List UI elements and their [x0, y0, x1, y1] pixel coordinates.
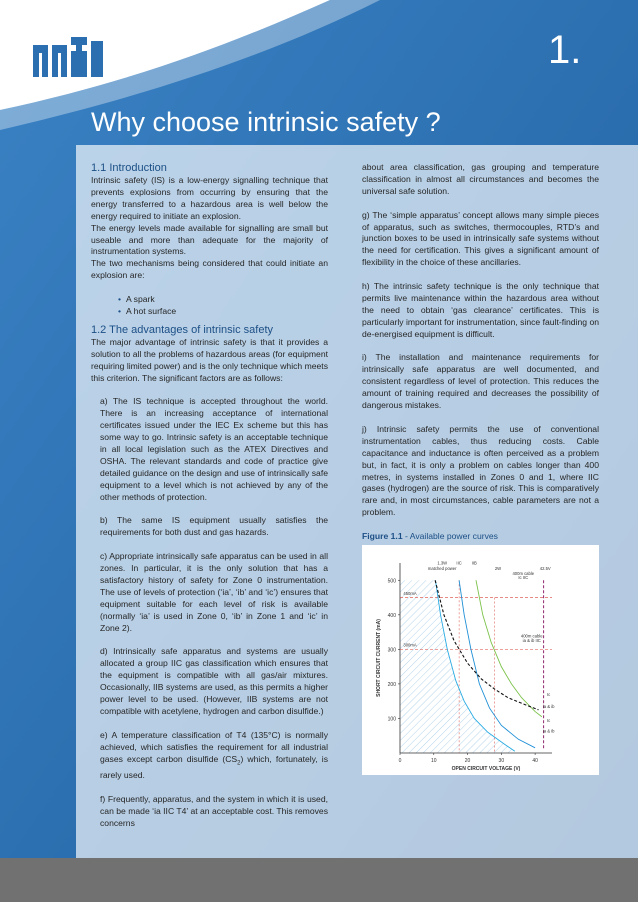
y-tick-label: 300 [387, 647, 396, 654]
chart-annotation: 42.5V [539, 565, 551, 571]
chart-svg [362, 545, 599, 775]
factor-e: e) A temperature classification of T4 (135°C) is normally achieved, which satisfies the requirement for all industrial gases except carbon disulfide $(CS_2)$ which, fortunately, is rarely used. [100, 729, 328, 781]
chart-annotation: IIC [456, 560, 462, 566]
y-tick-label: 500 [387, 578, 396, 585]
paragraph: Intrinsic safety (IS) is a low-energy signalling technique that prevents explosions from occurring by ensuring that the energy transferred to a hazardous area is well below the energy required to initiate an explosion. [91, 175, 328, 221]
x-axis-label: OPEN CIRCUIT VOLTAGE (V) [451, 766, 521, 772]
chart-annotation: Ic [546, 717, 551, 723]
chart-annotation: IIB [471, 560, 477, 566]
chart-annotation: 300mA [403, 642, 417, 648]
list-item: • A hot surface [118, 306, 328, 318]
y-tick-label: 200 [387, 681, 396, 688]
paragraph: The energy levels made available for signalling are small but useable and more than adequate for the majority of instrumentation systems. [91, 222, 328, 257]
chart-annotation: 400m cable [512, 571, 535, 577]
chart-annotation: Ic [546, 692, 551, 697]
x-tick-label: 10 [430, 758, 437, 764]
chapter-number: 1. [548, 28, 582, 72]
factor-d: d) Intrinsically safe apparatus and systems are usually allocated a group IIC gas classification which ensures that the equipment is compatible with all gas/air mixtures. Occasionally, IIB systems are used, as this permits a higher power level to be used. (However, IIB systems are not compatible with acetylene, hydrogen and carbon disulfide.) [100, 646, 328, 716]
chart-annotation: ia & ib [542, 704, 555, 710]
footer-bar [0, 858, 638, 902]
factor-c: c) Appropriate intrinsically safe apparatus can be used in all zones. In particular, it is the only solution that has a satisfactory history of safety for Zone 0 instrumentation. The use of levels of protection (‘ia’, ‘ib’ and ‘ic’) ensures that equipment suitable for each level of risk is available (normally ‘ia’ is used in Zone 0, ‘ib’ in Zone 1 and ‘ic’ in Zone 2). [100, 551, 328, 633]
left-column [91, 162, 328, 830]
figure-caption: Figure 1.1 - Available power curves [362, 531, 498, 542]
factor-i: i) The installation and maintenance requirements for intrinsically safe apparatus are well documented, and consistent regardless of level of protection. This reduces the amount of training required and decreases the possibility of dangerous mistakes. [362, 352, 599, 411]
x-tick-label: 20 [464, 758, 471, 764]
chart-annotation: matched power [427, 565, 457, 571]
x-tick-label: 40 [532, 758, 538, 764]
factor-j: j) Intrinsic safety permits the use of conventional instrumentation cables, thus reducing costs. Cable capacitance and inductance is often perceived as a problem but, in fact, it is only a problem on cables longer than 400 metres, in systems installed in Zones 0 and 1, where IIC gases (hydrogen) are the source of risk. This is comparatively rare and, in most circumstances, cable parameters are not a problem. [362, 423, 599, 518]
factor-h: h) The intrinsic safety technique is the only technique that permits live maintenance within the hazardous area without the need to obtain ‘gas clearance’ certificates. This is particularly important for instrumentation, since fault-finding on de-energised equipment is difficult. [362, 281, 599, 339]
section-heading-introduction: 1.1 Introduction [91, 162, 167, 174]
chart-annotation: Ic IIC [518, 575, 529, 581]
chart-annotation: ia & ib IIC [522, 637, 541, 643]
section-heading-advantages: 1.2 The advantages of intrinsic safety [91, 323, 274, 336]
paragraph: The two mechanisms being considered that could initiate an explosion are: [91, 258, 328, 281]
chart-annotation: 450mA [403, 590, 417, 596]
chart-annotation: 1.3W [437, 560, 448, 566]
chart-annotation: ia & ib [542, 728, 555, 734]
factor-b: b) The same IS equipment usually satisfies the requirements for both dust and gas hazards. [100, 515, 328, 538]
chart-annotation: 2W [494, 565, 502, 571]
power-curves-chart [362, 545, 599, 775]
factor-g: g) The ‘simple apparatus’ concept allows many simple pieces of apparatus, such as switches, thermocouples, RTD’s and junction boxes to be used in intrinsically safe systems without the need for certification. This gives a significant amount of flexibility in the choice of these ancillaries. [362, 209, 599, 268]
y-tick-label: 400 [387, 612, 396, 619]
page-title: Why choose intrinsic safety ? [91, 107, 441, 137]
y-axis-label: SHORT CIRCUIT CURRENT (mA) [376, 619, 382, 697]
factor-a: a) The IS technique is accepted throughout the world. There is an increasing acceptance of international certificates issued under the IEC Ex scheme but this has some way to go. Intrinsic safety is an acceptable technique in all local legislation such as the ATEX Directives and OSHA. The relevant standards and code of practice give detailed guidance on the design and use of intrinsically safe equipment to a level which is not achieved by any of the other methods of protection. [100, 396, 328, 502]
bullet-list [91, 294, 328, 318]
mtl-logo [33, 37, 103, 77]
x-tick-label: 0 [398, 758, 402, 764]
paragraph: The major advantage of intrinsic safety is that it provides a solution to all the problems of hazardous areas (for equipment requiring limited power) and is the only technique which meets this criterion. The significant factors are as follows: [91, 336, 328, 383]
chart-annotation: 400m cable [520, 633, 543, 639]
x-tick-label: 30 [498, 758, 505, 764]
list-item: • A spark [118, 294, 328, 306]
factor-f: f) Frequently, apparatus, and the system in which it is used, can be made ‘ia IIC T4’ at an acceptable cost. This removes concerns [100, 793, 328, 828]
paragraph: about area classification, gas grouping and temperature classification in almost all circumstances and becomes the universal safe solution. [362, 162, 599, 196]
y-tick-label: 100 [387, 716, 396, 723]
right-column [362, 162, 599, 543]
